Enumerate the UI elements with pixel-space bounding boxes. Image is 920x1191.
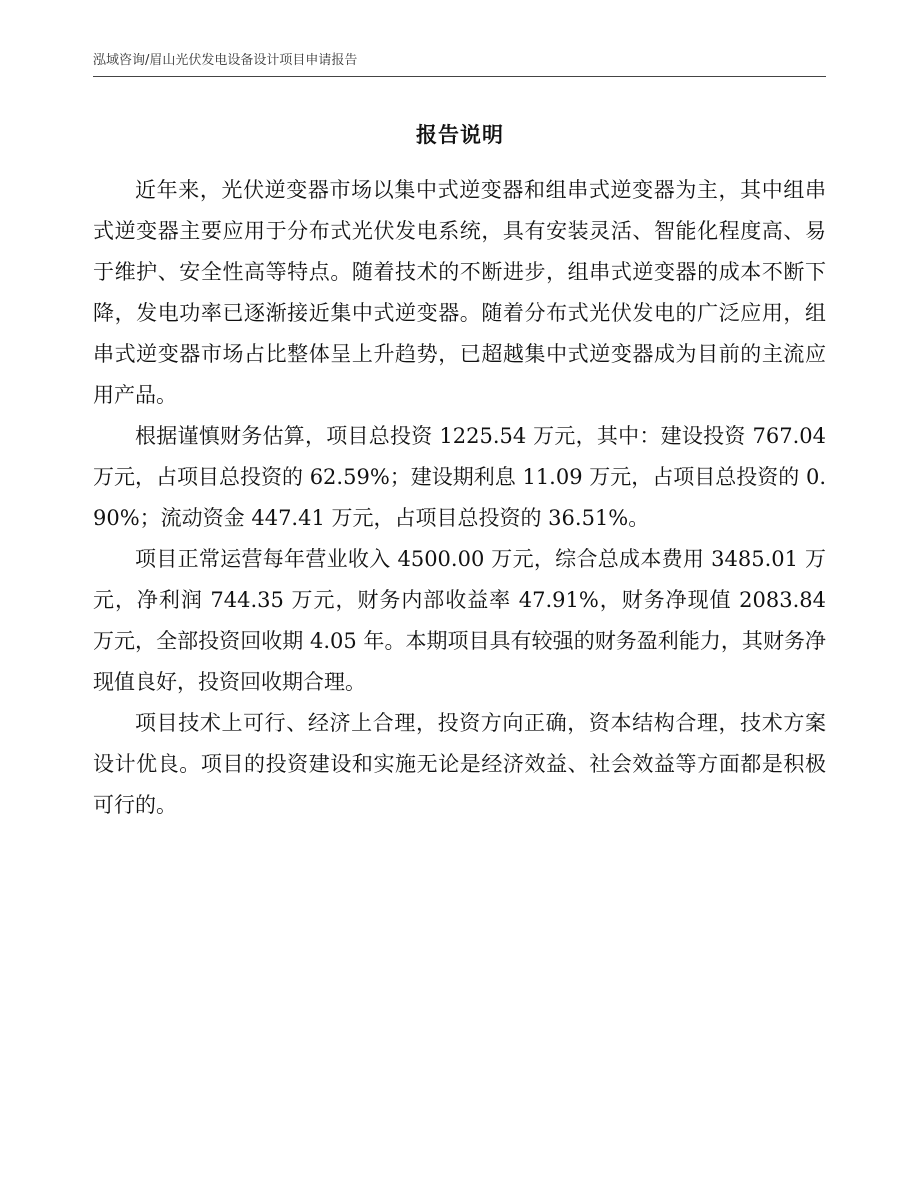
paragraph-investment-estimate: 根据谨慎财务估算，项目总投资 1225.54 万元，其中：建设投资 767.04 万元，占项目总投资的 62.59%；建设期利息 11.09 万元，占项目总投资的 0.90%；流动资金 447.41 万元，占项目总投资的 36.51%。 — [93, 424, 826, 530]
document-body — [93, 170, 826, 826]
running-header: 泓域咨询/眉山光伏发电设备设计项目申请报告 — [93, 53, 358, 68]
paragraph-market-overview: 近年来，光伏逆变器市场以集中式逆变器和组串式逆变器为主，其中组串式逆变器主要应用于分布式光伏发电系统，具有安装灵活、智能化程度高、易于维护、安全性高等特点。随着技术的不断进步，组串式逆变器的成本不断下降，发电功率已逐渐接近集中式逆变器。随着分布式光伏发电的广泛应用，组串式逆变器市场占比整体呈上升趋势，已超越集中式逆变器成为目前的主流应用产品。 — [93, 178, 826, 407]
paragraph-financial-results: 项目正常运营每年营业收入 4500.00 万元，综合总成本费用 3485.01 万元，净利润 744.35 万元，财务内部收益率 47.91%，财务净现值 2083.84 万元，全部投资回收期 4.05 年。本期项目具有较强的财务盈利能力，其财务净现值良好，投资回收期合理。 — [93, 547, 826, 694]
header-divider — [93, 76, 826, 77]
paragraph-feasibility-conclusion: 项目技术上可行、经济上合理，投资方向正确，资本结构合理，技术方案设计优良。项目的投资建设和实施无论是经济效益、社会效益等方面都是积极可行的。 — [93, 711, 826, 817]
document-title: 报告说明 — [416, 123, 504, 147]
